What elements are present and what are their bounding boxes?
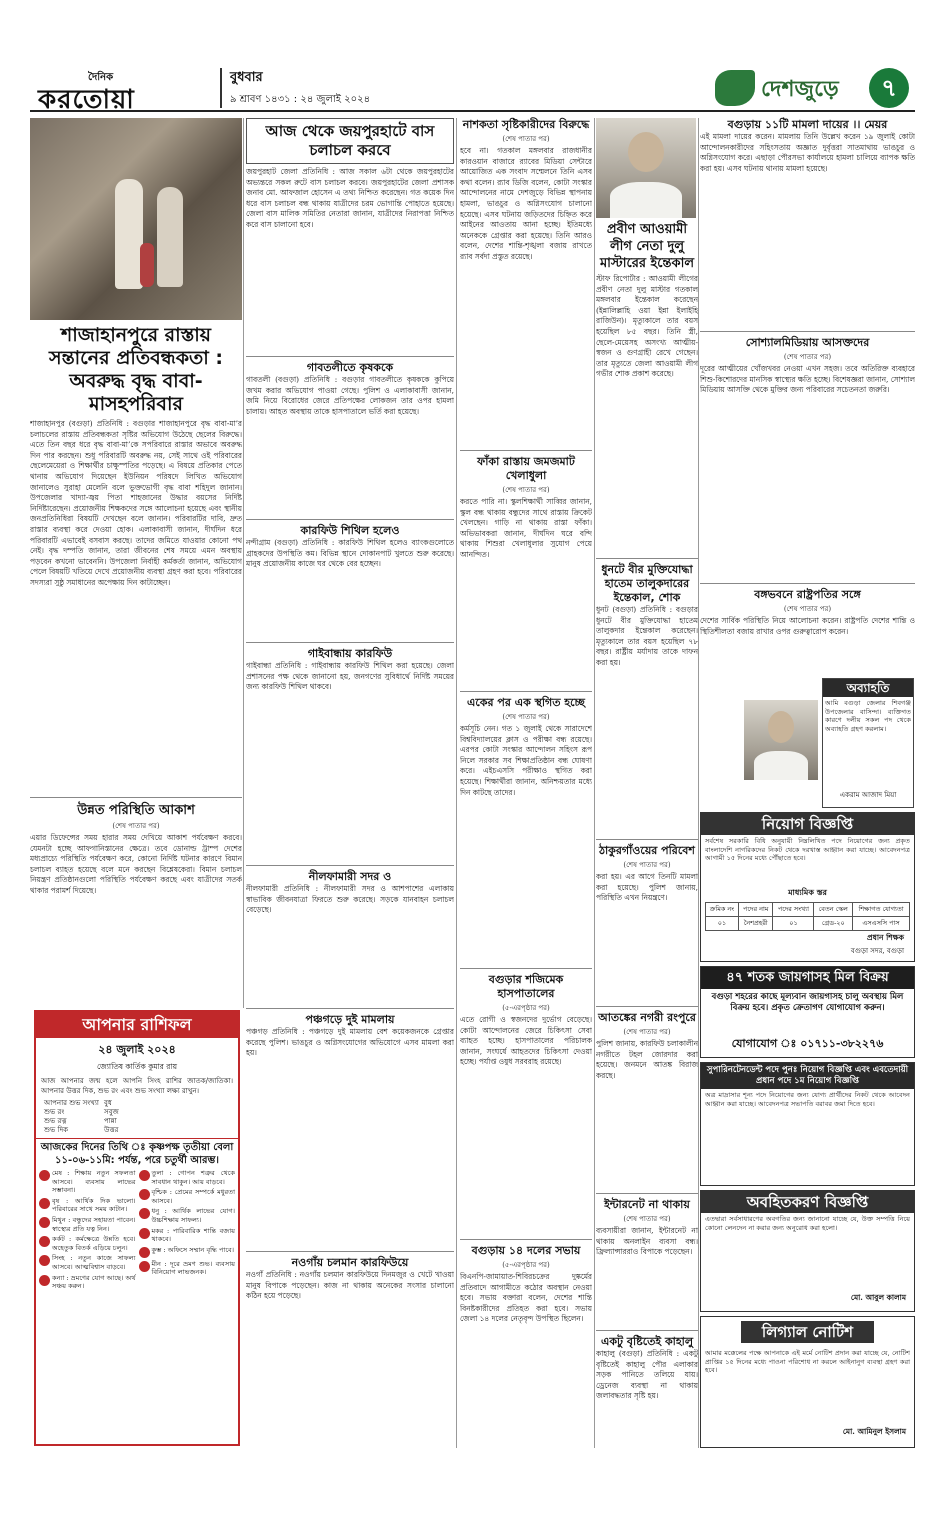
story-headline: গাবতলীতে কৃষককে — [306, 361, 394, 374]
column-3 — [460, 118, 592, 1472]
job-school: বগুড়া সদর, বগুড়া — [850, 947, 904, 955]
lead-photo — [30, 118, 242, 320]
job-notice — [700, 812, 915, 962]
notice-box-abyahati — [822, 678, 914, 808]
zodiac-column — [139, 1169, 236, 1293]
legal-notice-signer: মো. আমিনুল ইসলাম — [842, 1427, 906, 1436]
tithi-line: আজকের দিনের তিথি ঃ কৃষ্ণপক্ষ তৃতীয়া বেলা ১১-০৬-১১মি: পর্যন্ত, পরে চতুর্থী আরম্ভ। — [36, 1138, 238, 1167]
column-rule — [243, 118, 244, 1008]
continued-label: (শেষ পাতার পর) — [502, 486, 550, 494]
horoscope-row: শুভ রং সবুজ — [44, 1108, 119, 1116]
story-headline: সোশ্যালমিডিয়ায় আসক্তদের — [745, 336, 870, 349]
story-body: হবে না। গতকাল মঙ্গলবার রাজধানীর কারওয়ান বাজারে র‍্যাবের মিডিয়া সেন্টারে আয়োজিত এক সংবাদ সম্মেলনে তিনি এসব কথা বলেন। র‍্যাব ডিজি বলেন, কোটা সংস্কার আন্দোলনের নামে দেশজুড়ে বিভিন্ন স্থাপনায় হামলা, ভাঙচুর ও অগ্নিসংযোগ চালানো হয়েছে। এসব ঘটনায় জড়িতদের চিহ্নিত করে আইনের আওতায় আনা হচ্ছে। ইতিমধ্যে অনেককে গ্রেপ্তার করা হয়েছে। তিনি আরও বলেন, দেশের শান্তি-শৃঙ্খলা বজায় রাখতে র‍্যাব সর্বদা প্রস্তুত রয়েছে। — [460, 146, 592, 261]
horoscope-row: শুভ দিক উত্তর — [44, 1126, 119, 1134]
column-rule — [594, 118, 595, 1448]
information-notice-body: এতদ্বারা সর্বসাধারণের অবগতির জন্য জানানো যাচ্ছে যে, উক্ত সম্পত্তি নিয়ে কোনো লেনদেন না করার জন্য অনুরোধ করা হলো। — [705, 1215, 910, 1232]
job-level: মাধ্যমিক স্তর — [788, 887, 827, 897]
column-rule — [698, 118, 699, 1448]
gemini-icon — [39, 1217, 50, 1228]
notice-body: আমি বগুড়া জেলার শিবগঞ্জ উপজেলার বাসিন্দা। ব্যক্তিগত কারণে দলীয় সকল পদ থেকে অব্যাহতি গ্রহণ করলাম। — [825, 699, 911, 733]
sale-ad-title: ৪৭ শতক জায়গাসহ মিল বিক্রয় — [701, 967, 914, 989]
story-headline: ঠাকুরগাঁওয়ের পরিবেশ — [599, 844, 695, 857]
sagittarius-icon — [139, 1208, 150, 1219]
story-headline: নাশকতা সৃষ্টিকারীদের বিরুদ্ধে — [462, 118, 590, 131]
column-rule — [456, 118, 457, 1448]
page-number: ৭ — [869, 68, 909, 108]
weather-body: এয়ার ডিফেন্সের সময় হারার সময় দেখিয়ে আকাশ পর্যবেক্ষণ করবে। যেমনটা হচ্ছে আফগানিস্তানের ক্ষেত্রে। তবে ডোনাল্ড ট্রাম্প দেশের মধ্যপ্রাচ্যে পরিস্থিতি পর্যবেক্ষণ করে, কোনো নির্দিষ্ট ঘটনার কারণে বিমান চলাচল ব্যাহত হয়েছে বলে মনে করছেন বিশ্লেষকেরা। বিমান চলাচল নিয়ন্ত্রণ প্রতিষ্ঠানগুলো পরিস্থিতি পর্যবেক্ষণ করছে এবং যাত্রীদের সতর্ক থাকার পরামর্শ দিয়েছে। — [30, 833, 242, 895]
story-headline: ফাঁকা রাস্তায় জমজমাট খেলাধুলা — [477, 455, 575, 482]
pisces-icon — [139, 1261, 150, 1272]
continued-label: (শেষ পাতার পর) — [502, 713, 550, 721]
story-headline: বগুড়ার শজিমেক হাসপাতালের — [488, 973, 564, 1000]
horoscope-intro: আজ আপনার জন্ম হলে আপনি সিংহ রাশির জাতক/জাতিকা। আপনার উত্তর দিক, শুভ রং এবং শুভ সংখ্যা লক্ষ্য রাখুন। — [41, 1077, 233, 1095]
zodiac-grid — [36, 1167, 238, 1295]
legal-notice-title: লিগ্যাল নোটিশ — [741, 1321, 874, 1343]
zodiac-item: কন্যা : ভ্রমণের যোগ আছে। অর্থ সঞ্চয় করুন। — [39, 1274, 136, 1291]
story-headline: কারফিউ শিথিল হলেও — [300, 524, 400, 537]
libra-icon — [139, 1170, 150, 1181]
story-body: কাহালু (বগুড়া) প্রতিনিধি : একটু বৃষ্টিতেই কাহালু পৌর এলাকার সড়ক পানিতে তলিয়ে যায়। ড্রেনেজ ব্যবস্থা না থাকায় জলাবদ্ধতার সৃষ্টি হয়। — [596, 1349, 698, 1401]
column-2 — [246, 118, 454, 1470]
zodiac-item: বৃশ্চিক : প্রেমের সম্পর্কে মধুরতা আসবে। — [139, 1188, 236, 1205]
continued-label: (৫-এরপৃষ্ঠার পর) — [502, 1004, 550, 1012]
story-body: গাইবান্ধা প্রতিনিধি : গাইবান্ধায় কারফিউ শিথিল করা হয়েছে। জেলা প্রশাসনের পক্ষ থেকে জানানো হয়, জনগণের সুবিধার্থে নির্দিষ্ট সময়ের জন্য কারফিউ শিথিল থাকবে। — [246, 661, 454, 692]
information-notice-title: অবহিতকরণ বিজ্ঞপ্তি — [701, 1191, 914, 1213]
obituary-body: ধুনট (বগুড়া) প্রতিনিধি : বগুড়ার ধুনটে বীর মুক্তিযোদ্ধা হাতেম তালুকদার ইন্তেকাল করেছেন। মৃত্যুকালে তার বয়স হয়েছিল ৭৮ বছর। রাষ্ট্রীয় মর্যাদায় তাকে দাফন করা হয়। — [596, 605, 698, 667]
horoscope-row: আপনার শুভ সংখ্যা বুধ — [44, 1099, 112, 1107]
story-body: জয়পুরহাট জেলা প্রতিনিধি : আজ সকাল ৬টা থেকে জয়পুরহাটের অভ্যন্তরে সকল রুটে বাস চলাচল করবে। জয়পুরহাটের জেলা প্রশাসক জনাব মো. আফজাল হোসেন এ তথ্য নিশ্চিত করেছেন। গত কয়েক দিন ধরে বাস চলাচল বন্ধ থাকায় যাত্রীদের চরম ভোগান্তি পোহাতে হয়েছে। জেলা বাস মালিক সমিতির নেতারা জানান, যাত্রীদের নিরাপত্তা নিশ্চিত করে বাস চালানো হবে। — [246, 167, 454, 229]
story-body: করা হয়। এর আগে তিনটি মামলা করা হয়েছে। পুলিশ জানায়, পরিস্থিতি এখন নিয়ন্ত্রণে। — [596, 872, 698, 903]
obituary-headline: প্রবীণ আওয়ামী লীগ নেতা দুলু মাস্টারের ইন্তেকাল — [599, 222, 695, 271]
story-headline: পঞ্চগড়ে দুই মামলায় — [305, 1013, 395, 1026]
horoscope-row: শুভ রত্ন পান্না — [44, 1117, 117, 1125]
date: ৯ শ্রাবণ ১৪৩১ : ২৪ জুলাই ২০২৪ — [230, 94, 371, 105]
bangladesh-map-icon — [715, 70, 755, 106]
information-notice — [700, 1190, 915, 1312]
masthead — [30, 66, 915, 115]
zodiac-item: মিথুন : বন্ধুদের সহায়তা পাবেন। স্বাস্থ্যের প্রতি যত্ন নিন। — [39, 1216, 136, 1233]
weather-headline: উন্নত পরিস্থিতি আকাশ — [77, 803, 195, 818]
job-table: ক্রমিক নং পদের নাম পদের সংখ্যা বেতন স্কেল শিক্ষাগত যোগ্যতা ০১ নৈশপ্রহরী ০১ গ্রেড-২০ এসএসসি পাস — [705, 902, 910, 931]
story-body: দেশের সার্বিক পরিস্থিতি নিয়ে আলোচনা করেন। রাষ্ট্রপতি দেশের শান্তি ও স্থিতিশীলতা বজায় রাখার ওপর গুরুত্বারোপ করেন। — [700, 616, 915, 636]
section-title: দেশজুড়ে — [761, 77, 839, 102]
cancer-icon — [39, 1236, 50, 1247]
horoscope-title: আপনার রাশিফল — [36, 1012, 238, 1038]
capricorn-icon — [139, 1228, 150, 1239]
column-4: প্রবীণ আওয়ামী লীগ নেতা দুলু মাস্টারের ইন্তেকাল স্টাফ রিপোর্টার : আওয়ামী লীগের প্রবীণ নেতা দুলু মাস্টার গতকাল মঙ্গলবার ইন্তেকাল করেছেন (ইন্নালিল্লাহি ওয়া ইন্না ইলাইহি রাজিউন)। মৃত্যুকালে তার বয়স হয়েছিল ৮৫ বছর। তিনি স্ত্রী, ছেলে-মেয়েসহ অসংখ্য আত্মীয়-স্বজন ও গুণগ্রাহী রেখে গেছেন। তার মৃত্যুতে জেলা আওয়ামী লীগ গভীর শোক প্রকাশ করেছে। ধুনটে বীর মুক্তিযোদ্ধা হাতেম তালুকদারের ইন্তেকাল, শোক ধুনট (বগুড়া) প্রতিনিধি : বগুড়ার ধুনটে বীর মুক্তিযোদ্ধা হাতেম তালুকদার ইন্তেকাল করেছেন। মৃত্যুকালে তার বয়স হয়েছিল ৭৮ বছর। রাষ্ট্রীয় মর্যাদায় তাকে দাফন করা হয়। ঠাকুরগাঁওয়ের পরিবেশ (শেষ পাতার পর) করা হয়। এর আগে তিনটি মামলা করা হয়েছে। পুলিশ জানায়, পরিস্থিতি এখন নিয়ন্ত্রণে। আতঙ্কের নগরী রংপুরে (শেষ পাতার পর) পুলিশ জানায়, কারফিউ চলাকালীন নগরীতে টহল জোরদার করা হয়েছে। জনমনে আতঙ্ক বিরাজ করছে। ইন্টারনেট না থাকায় (শেষ পাতার পর) ব্যবসায়ীরা জানান, ইন্টারনেট না থাকায় অনলাইন ব্যবসা বন্ধ। ফ্রিল্যান্সাররাও বিপাকে পড়েছেন। একটু বৃষ্টিতেই কাহালু কাহালু (বগুড়া) প্রতিনিধি : একটু বৃষ্টিতেই কাহালু পৌর এলাকার সড়ক পানিতে তলিয়ে যায়। ড্রেনেজ ব্যবস্থা না থাকায় জলাবদ্ধতার সৃষ্টি হয়। — [596, 118, 698, 1489]
story-headline: আতঙ্কের নগরী রংপুরে — [598, 1011, 696, 1024]
sale-ad-body: বগুড়া শহরের কাছে মূল্যবান জায়গাসহ চালু অবস্থায় মিল বিক্রয় হবে। প্রকৃত ক্রেতাগণ যোগাযোগ করুন। — [711, 992, 904, 1013]
story-body: নন্দীগ্রাম (বগুড়া) প্রতিনিধি : কারফিউ শিথিল হলেও ব্যাংকগুলোতে গ্রাহকদের উপস্থিতি কম। বিভিন্ন স্থানে দোকানপাট খুলতে শুরু করেছে। মানুষ প্রয়োজনীয় কাজে ঘর থেকে বের হচ্ছেন। — [246, 538, 454, 569]
lead-headline: শাজাহানপুরে রাস্তায় সন্তানের প্রতিবন্ধকতা : অবরুদ্ধ বৃদ্ধ বাবা-মাসহপরিবার — [49, 324, 223, 415]
continued-label: (৫-এরপৃষ্ঠার পর) — [502, 1261, 550, 1269]
logo-small-text: দৈনিক — [88, 72, 114, 83]
zodiac-item: তুলা : গোপন শত্রুর থেকে সাবধান থাকুন। আয় বাড়বে। — [139, 1169, 236, 1186]
story-headline: নওগাঁয় চলমান কারফিউয়ে — [291, 1256, 409, 1269]
zodiac-item: কর্কট : কর্মক্ষেত্রে উন্নতি হবে। অহেতুক বিতর্ক এড়িয়ে চলুন। — [39, 1235, 136, 1252]
story-headline: বগুড়ায় ১১টি মামলা দায়ের ।। মেয়র — [727, 118, 888, 131]
story-body: করতে পারি না। স্কুলশিক্ষার্থী সাব্বির জানান, স্কুল বন্ধ থাকায় বন্ধুদের সাথে রাস্তায় ক্রিকেট খেলছেন। গাড়ি না থাকায় রাস্তা ফাঁকা। অভিভাবকরা জানান, দীর্ঘদিন ঘরে বন্দি থাকায় শিশুরা খেলাধুলার সুযোগ পেয়ে আনন্দিত। — [460, 497, 592, 559]
story-headline: ইন্টারনেট না থাকায় — [604, 1198, 690, 1211]
scorpio-icon — [139, 1189, 150, 1200]
continued-label: (শেষ পাতার পর) — [112, 822, 160, 830]
madrasa-notice-body: অত্র মাদ্রাসার শূন্য পদে নিয়োগের জন্য যোগ্য প্রার্থীদের নিকট থেকে আবেদন আহ্বান করা যাচ্ছে। আবেদনপত্র সভাপতি বরাবর জমা দিতে হবে। — [705, 1091, 910, 1108]
story-headline: আজ থেকে জয়পুরহাটে বাস চলাচল করবে — [246, 118, 454, 164]
sale-ad — [700, 966, 915, 1058]
zodiac-item: মীন : দূরে ভ্রমণ শুভ। ব্যবসায় বিনিয়োগ লাভজনক। — [139, 1260, 236, 1277]
weekday: বুধবার — [230, 70, 263, 85]
horoscope-byline: জ্যোতিষ কার্তিক কুমার রায় — [96, 1062, 178, 1071]
story-body: ব্যবসায়ীরা জানান, ইন্টারনেট না থাকায় অনলাইন ব্যবসা বন্ধ। ফ্রিল্যান্সাররাও বিপাকে পড়েছেন। — [596, 1226, 698, 1257]
story-headline: গাইবান্ধায় কারফিউ — [307, 647, 393, 660]
story-body: পঞ্চগড় প্রতিনিধি : পঞ্চগড়ে দুই মামলায় বেশ কয়েকজনকে গ্রেপ্তার করেছে পুলিশ। ভাঙচুর ও অগ্নিসংযোগের অভিযোগে এসব মামলা করা হয়। — [246, 1027, 454, 1058]
table-row: ০১ নৈশপ্রহরী ০১ গ্রেড-২০ এসএসসি পাস — [706, 917, 910, 931]
aries-icon — [39, 1170, 50, 1181]
logo-text: করতোয়া — [38, 85, 135, 115]
zodiac-item: বৃষ : আর্থিক দিক ভালো। পরিবারের সাথে সময় কাটান। — [39, 1197, 136, 1214]
legal-notice — [700, 1316, 915, 1448]
legal-notice-body: আমার মক্কেলের পক্ষে আপনাকে এই মর্মে নোটিশ প্রদান করা যাচ্ছে যে, নোটিশ প্রাপ্তির ১৫ দিনের মধ্যে পাওনা পরিশোধ না করলে আইনানুগ ব্যবস্থা গ্রহণ করা হবে। — [705, 1349, 910, 1375]
story-headline: একটু বৃষ্টিতেই কাহালু — [600, 1335, 694, 1348]
divider — [30, 797, 242, 798]
zodiac-column — [39, 1169, 136, 1293]
horoscope-date: ২৪ জুলাই ২০২৪ — [98, 1043, 176, 1056]
story-body: পুলিশ জানায়, কারফিউ চলাকালীন নগরীতে টহল জোরদার করা হয়েছে। জনমনে আতঙ্ক বিরাজ করছে। — [596, 1039, 698, 1080]
story-body: কর্মসূচি নেন। গত ১ জুলাই থেকে সারাদেশে বিশ্ববিদ্যালয়ের ক্লাস ও পরীক্ষা বন্ধ রয়েছে। এরপর কোটা সংস্কার আন্দোলন সহিংস রূপ নিলে সরকার সব শিক্ষাপ্রতিষ্ঠান বন্ধ ঘোষণা করে। এইচএসসি পরীক্ষাও স্থগিত করা হয়েছে। শিক্ষার্থীরা জানান, অনিশ্চয়তার মধ্যে দিন কাটছে তাদের। — [460, 724, 592, 797]
photo-figure — [140, 243, 154, 287]
obituary-headline: ধুনটে বীর মুক্তিযোদ্ধা হাতেম তালুকদারের ইন্তেকাল, শোক — [601, 563, 693, 604]
section-header — [635, 66, 915, 110]
obituary-photo — [596, 118, 696, 218]
story-body: নীলফামারী প্রতিনিধি : নীলফামারী সদর ও আশপাশের এলাকায় স্বাভাবিক জীবনযাত্রা ফিরতে শুরু করেছে। সড়কে যানবাহন চলাচল বেড়েছে। — [246, 884, 454, 915]
column-1 — [30, 118, 242, 981]
obituary-body: স্টাফ রিপোর্টার : আওয়ামী লীগের প্রবীণ নেতা দুলু মাস্টার গতকাল মঙ্গলবার ইন্তেকাল করেছেন (ইন্নালিল্লাহি ওয়া ইন্না ইলাইহি রাজিউন)। মৃত্যুকালে তার বয়স হয়েছিল ৮৫ বছর। তিনি স্ত্রী, ছেলে-মেয়েসহ অসংখ্য আত্মীয়-স্বজন ও গুণগ্রাহী রেখে গেছেন। তার মৃত্যুতে জেলা আওয়ামী লীগ গভীর শোক প্রকাশ করেছে। — [596, 274, 698, 379]
story-body: এতে রোগী ও স্বজনদের দুর্ভোগ বেড়েছে। কোটা আন্দোলনের জেরে চিকিৎসা সেবা ব্যাহত হচ্ছে। হাসপাতালের পরিচালক জানান, সংঘর্ষে আহতদের চিকিৎসা দেওয়া হচ্ছে। পর্যাপ্ত ওষুধ সরবরাহ রয়েছে। — [460, 1015, 592, 1067]
horoscope-box — [34, 1010, 240, 1446]
horoscope-table — [36, 1099, 238, 1135]
zodiac-item: মকর : পারিবারিক শান্তি বজায় থাকবে। — [139, 1227, 236, 1244]
continued-label: (শেষ পাতার পর) — [502, 135, 550, 143]
photo-figure — [115, 179, 143, 289]
photo-figure — [157, 187, 183, 287]
notice-signer: একরাম আজাদ মিয়া — [839, 791, 897, 799]
madrasa-notice — [700, 1062, 915, 1186]
zodiac-item: কুম্ভ : অফিসে সম্মান বৃদ্ধি পাবে। — [139, 1246, 236, 1258]
story-headline: একের পর এক স্থগিত হচ্ছে — [467, 696, 585, 709]
job-notice-title: নিয়োগ বিজ্ঞপ্তি — [701, 813, 914, 835]
zodiac-item: সিংহ : নতুন কাজে সাফল্য আসবে। আত্মবিশ্বাস বাড়বে। — [39, 1254, 136, 1271]
column-5: বগুড়ায় ১১টি মামলা দায়ের ।। মেয়র এই মামলা দায়ের করেন। মামলায় তিনি উল্লেখ করেন ১৯ জুলাই কোটা আন্দোলনকারীদের সহিংসতায় অজ্ঞাত দুর্বৃত্তরা সাতমাথায় ভাঙচুর ও অগ্নিসংযোগ করে। এছাড়া পৌরসভা কার্যালয়ে হামলা চালিয়ে ব্যাপক ক্ষতি করা হয়। এসব ঘটনায় থানায় মামলা হয়েছে। সোশ্যালমিডিয়ায় আসক্তদের (শেষ পাতার পর) দূরের আত্মীয়ের খোঁজখবর নেওয়া এখন সহজ। তবে অতিরিক্ত ব্যবহারে শিশু-কিশোরদের মানসিক স্বাস্থ্যের ক্ষতি হচ্ছে। বিশেষজ্ঞরা জানান, সোশ্যাল মিডিয়ায় আসক্তি থেকে মুক্তির জন্য পরিবারের সচেতনতা জরুরি। বঙ্গভবনে রাষ্ট্রপতির সঙ্গে (শেষ পাতার পর) দেশের সার্বিক পরিস্থিতি নিয়ে আলোচনা করেন। রাষ্ট্রপতি দেশের শান্তি ও স্থিতিশীলতা বজায় রাখার ওপর গুরুত্বারোপ করেন। — [700, 118, 915, 666]
story-headline: নীলফামারী সদর ও — [308, 870, 392, 883]
virgo-icon — [39, 1275, 50, 1286]
leo-icon — [39, 1255, 50, 1266]
newspaper-logo — [30, 70, 200, 115]
lead-body: শাজাহানপুর (বগুড়া) প্রতিনিধি : বগুড়ার শাজাহানপুরে বৃদ্ধ বাবা-মা’র চলাচলের রাস্তায় প্রতিবন্ধকতা সৃষ্টির অভিযোগ উঠেছে ছেলের বিরুদ্ধে। এতে তিন বছর ধরে বৃদ্ধ বাবা-মা’কে সপরিবারে রাস্তার অভাবে অবরুদ্ধ দিন পার করছেন। শুধু পরিবারটি অবরুদ্ধ নয়, সেই সাথে ওই পরিবারের ছেলেমেয়েরা ও শিক্ষার্থীর চাক্ষুস্পতির পড়েছে। এ বিষয়ে প্রতিকার পেতে থানায় অভিযোগ দিয়েছেন ইউনিয়ন পরিষদে লিখিত অভিযোগ জানালেও সুরাহা মেলেনি বলে ভুক্তভোগী বৃদ্ধ বাবা শহিদুল জানান। উপজেলার খাদ্যা-জ্বয় পিতা শাহজানের উদ্ধার বয়সের নির্দিষ্ট নির্দিষ্টারেছেন। প্রয়োজনীয় শিক্ষকদের সঙ্গে আলোচনা হয়েছে এবং স্থানীয় জনপ্রতিনিধিরা বিষয়টি দেখছেন বলে জানান। পরিবারটির দাবি, দ্রুত রাস্তার ব্যবস্থা করে দেওয়া হোক। এলাকাবাসী জানান, দীর্ঘদিন ধরে পরিবারটি এভাবেই বসবাস করছে। তাদের জমিতে যাওয়ার কোনো পথ নেই। বৃদ্ধ দম্পতি জানান, তারা জীবনের শেষ সময়ে এমন অবস্থায় পড়বেন কখনো ভাবেননি। উপজেলা নির্বাহী কর্মকর্তা জানান, অভিযোগ পেলে বিষয়টি খতিয়ে দেখে প্রয়োজনীয় ব্যবস্থা গ্রহণ করা হবে। পরিবারের সদস্যরা সুষ্ঠু সমাধানের অপেক্ষায় দিন কাটাচ্ছেন। — [30, 419, 242, 587]
story-body: নওগাঁ প্রতিনিধি : নওগাঁয় চলমান কারফিউয়ে দিনমজুর ও খেটে খাওয়া মানুষ বিপাকে পড়েছেন। কাজ না থাকায় অনেকের সংসার চালানো কঠিন হয়ে পড়েছে। — [246, 1270, 454, 1301]
story-headline: বগুড়ায় ১৪ দলের সভায় — [471, 1244, 581, 1257]
story-body: বিএনপি-জামায়াত-শিবিরচক্রের দুষ্কর্মের প্রতিবাদে আগামীতে কঠোর অবস্থান নেওয়া হবে। সভায় বক্তারা বলেন, দেশের শান্তি বিনষ্টকারীদের প্রতিহত করা হবে। সভায় জেলা ১৪ দলের নেতৃবৃন্দ উপস্থিত ছিলেন। — [460, 1272, 592, 1324]
story-body: দূরের আত্মীয়ের খোঁজখবর নেওয়া এখন সহজ। তবে অতিরিক্ত ব্যবহারে শিশু-কিশোরদের মানসিক স্বাস্থ্যের ক্ষতি হচ্ছে। বিশেষজ্ঞরা জানান, সোশ্যাল মিডিয়ায় আসক্তি থেকে মুক্তির জন্য পরিবারের সচেতনতা জরুরি। — [700, 364, 915, 395]
zodiac-item: ধনু : আর্থিক লাভের যোগ। উচ্চশিক্ষায় সাফল্য। — [139, 1207, 236, 1224]
masthead-date — [220, 68, 480, 108]
notice-photo — [744, 700, 818, 780]
story-body: গাবতলী (বগুড়া) প্রতিনিধি : বগুড়ার গাবতলীতে কৃষককে কুপিয়ে জখম করার অভিযোগ পাওয়া গেছে। পুলিশ ও এলাকাবাসী জানান, জমি নিয়ে বিরোধের জেরে প্রতিপক্ষের লোকজন তার ওপর হামলা চালায়। আহত অবস্থায় তাকে হাসপাতালে ভর্তি করা হয়েছে। — [246, 375, 454, 416]
information-notice-signer: মো. আবুল কালাম — [850, 1293, 906, 1302]
zodiac-item: মেষ : শিক্ষায় নতুন সফলতা আসবে। ব্যবসায় লাভের সম্ভাবনা। — [39, 1169, 136, 1195]
job-notice-body: সর্বশেষ সরকারি বিধি অনুযায়ী নিম্নলিখিত পদে নিয়োগের জন্য প্রকৃত বাংলাদেশি নাগরিকদের নিকট থেকে দরখাস্ত আহ্বান করা যাচ্ছে। আবেদনপত্র আগামী ১৫ দিনের মধ্যে পৌঁছাতে হবে। — [705, 837, 910, 863]
taurus-icon — [39, 1198, 50, 1209]
aquarius-icon — [139, 1247, 150, 1258]
story-body: এই মামলা দায়ের করেন। মামলায় তিনি উল্লেখ করেন ১৯ জুলাই কোটা আন্দোলনকারীদের সহিংসতায় অজ্ঞাত দুর্বৃত্তরা সাতমাথায় ভাঙচুর ও অগ্নিসংযোগ করে। এছাড়া পৌরসভা কার্যালয়ে হামলা চালিয়ে ব্যাপক ক্ষতি করা হয়। এসব ঘটনায় থানায় মামলা হয়েছে। — [700, 132, 915, 173]
sale-contact: যোগাযোগ ঃ ০১৭১১-৩৮২২৭৬ — [731, 1037, 884, 1050]
job-signer: প্রধান শিক্ষক — [867, 933, 904, 942]
madrasa-notice-title: সুপারিনটেনডেন্ট পদে পুনঃ নিয়োগ বিজ্ঞপ্তি এবং এবতেদায়ী প্রধান পদে ১ম নিয়োগ বিজ্ঞপ্তি — [701, 1063, 914, 1089]
story-headline: বঙ্গভবনে রাষ্ট্রপতির সঙ্গে — [754, 588, 861, 601]
notice-title: অব্যাহতি — [823, 679, 913, 697]
